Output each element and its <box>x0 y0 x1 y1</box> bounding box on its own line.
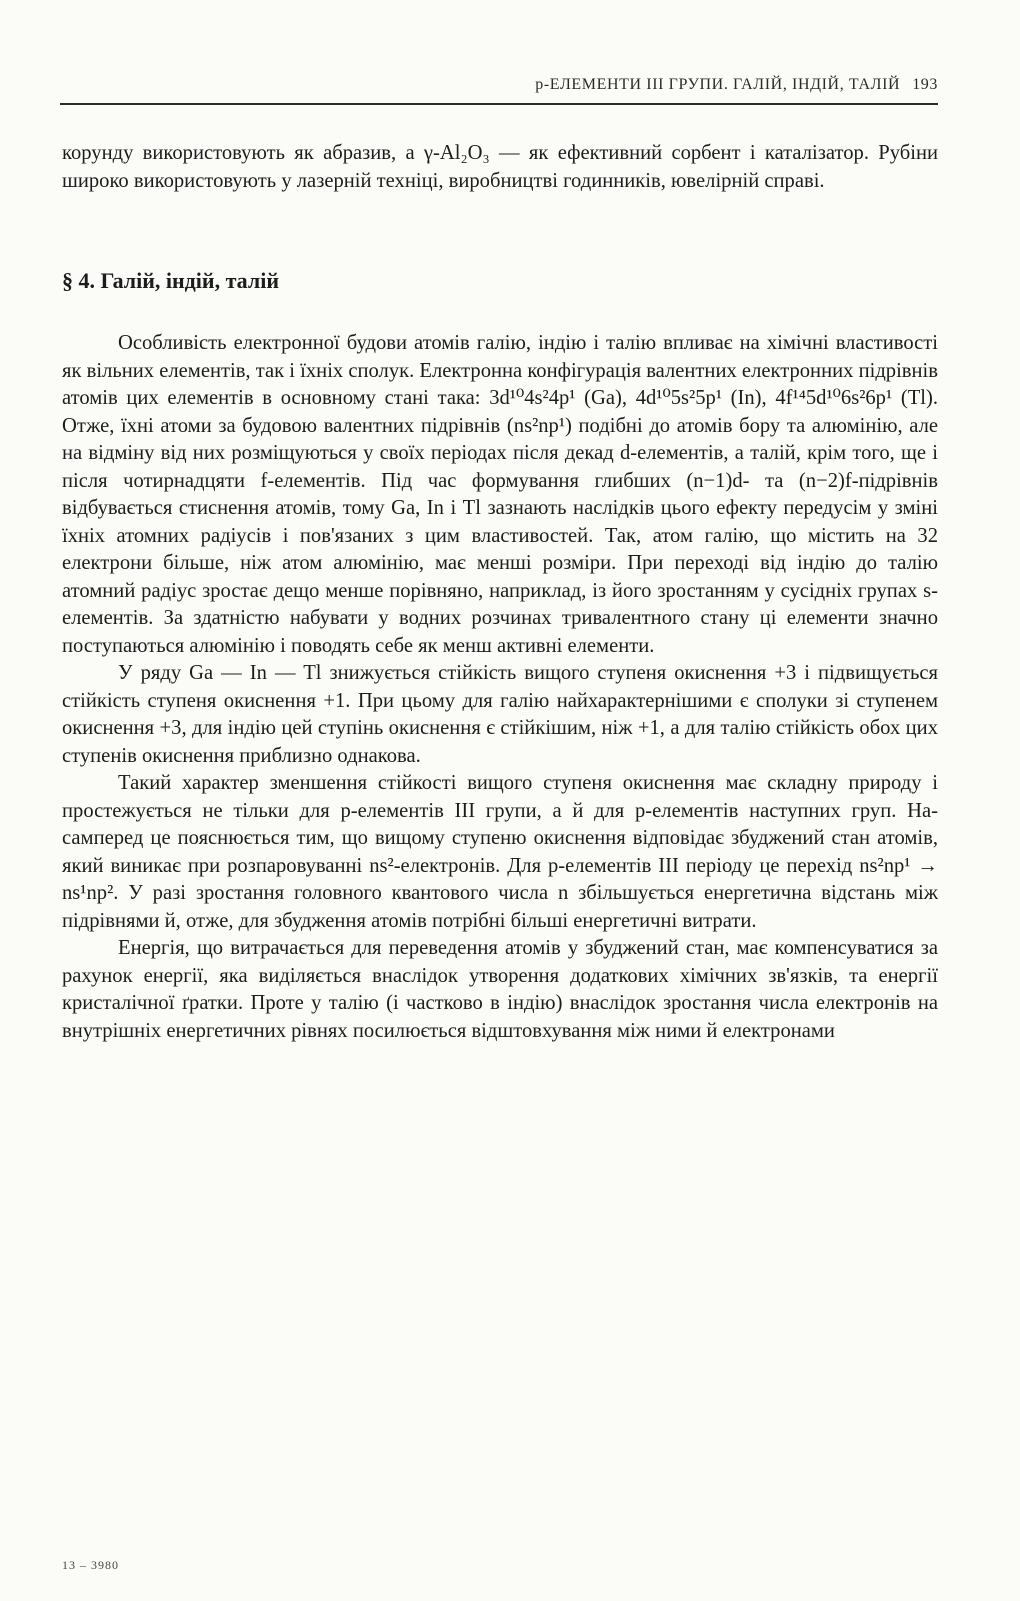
paragraph: У ряду Ga — In — Tl знижується стійкість вищого ступеня окиснення +3 і підвищується стійкість ступеня окиснення +1. При цьому для галію найхарактернішими є сполуки зі ступенем окиснення +3, для індію цей ступінь окиснення є стійкішим, ніж +1, а для талію стійкість обох цих ступенів окиснення приблизно однакова. <box>62 662 938 767</box>
intro-text <box>62 140 938 195</box>
paragraph: Особливість електронної будови атомів галію, індію і талію впливає на хімічні властивості як вільних елементів, так і їхніх сполук. Електронна конфігурація валентних електронних підрівнів атомів цих елементів в основному стані така: 3d¹⁰4s²4p¹ (Ga), 4d¹⁰5s²5p¹ (In), 4f¹⁴5d¹⁰6s²6p¹ (Tl). Отже, їхні атоми за будовою валентних підрівнів (ns²np¹) подібні до атомів бору та алюмінію, але на відміну від них розміщуються у своїх періодах після декад d-елементів, а талій, крім того, ще і після чотирнадцяти f-елементів. Під час формування глибших (n−1)d- та (n−2)f-підрівнів відбувається стиснення атомів, тому Ga, In і Tl зазнають наслідків цього ефекту передусім у зміні їхніх атомних радіусів і пов'язаних з цим властивостей. Так, атом галію, що містить на 32 електрони більше, ніж атом алюмінію, має менші розміри. При переході від індію до талію атомний радіус зростає дещо менше порівняно, наприклад, із його зростанням у сусідніх групах s-елементів. За здатністю набувати у водних розчинах тривалентного стану ці елементи значно поступаються алюмінію і поводять себе як менш активні елементи. <box>62 332 938 657</box>
paragraph: Такий характер зменшення стійкості вищого ступеня окиснення має складну природу і простежується не тільки для p-елементів III групи, а й для p-елементів наступних груп. Насамперед це пояснюється тим, що вищому ступеню окиснення відповідає збуджений стан атомів, який виникає при розпаровуванні ns²-електронів. Для p-елементів III періоду це перехід ns²np¹ → ns¹np². У разі зростання головного квантового числа n збільшується енергетична відстань між підрівнями й, отже, для збудження атомів потрібні більші енергетичні витрати. <box>62 772 938 932</box>
running-title: р-ЕЛЕМЕНТИ III ГРУПИ. ГАЛІЙ, ІНДІЙ, ТАЛІЙ <box>535 76 901 93</box>
intro-paragraph: корунду використовують як абразив, а γ-Al₂O₃ — як ефективний сорбент і каталізатор. Рубіни широко використовують у лазерній техніці, виробництві годинників, ювелірній справі. <box>62 142 938 192</box>
running-head <box>60 76 938 94</box>
page-number: 193 <box>912 76 938 93</box>
printer-signature: 13 – 3980 <box>62 1558 119 1572</box>
paragraph: Енергія, що витрачається для переведення атомів у збуджений стан, має компенсуватися за рахунок енергії, яка виділяється внаслідок утворення додаткових хімічних зв'язків, та енергії кристалічної ґратки. Проте у талію (і частково в індію) внаслідок зростання числа електронів на внутрішніх енергетичних рівнях посилюється відштовхування між ними й електронами <box>62 937 938 1042</box>
section-title: § 4. Галій, індій, талій <box>62 268 279 293</box>
header-rule <box>60 103 938 105</box>
section-body <box>62 330 938 1045</box>
